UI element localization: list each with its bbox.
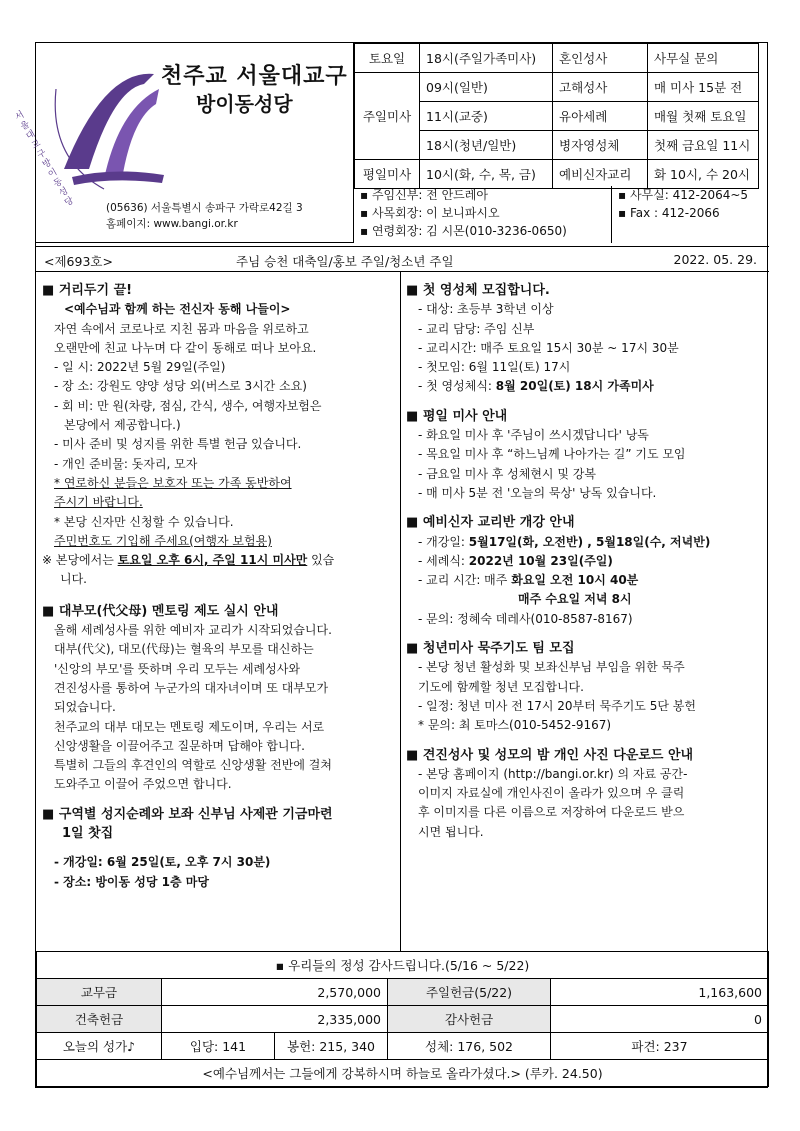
- text-line: 매주 수요일 저녁 8시: [518, 592, 632, 607]
- table-cell: 1,163,600: [551, 979, 769, 1006]
- schedule-cell: 고해성사: [553, 73, 648, 102]
- schedule-cell: 유아세례: [553, 102, 648, 131]
- hymn-entry: 성체: 176, 502: [388, 1033, 551, 1060]
- left-column: [42, 275, 394, 892]
- note-line: 주시기 바랍니다.: [54, 495, 143, 510]
- table-row: [37, 979, 769, 1006]
- text-line: [418, 377, 764, 396]
- section-title: ■ 대부모(代父母) 멘토링 제도 실시 안내: [42, 602, 394, 621]
- hymn-entry: 봉헌: 215, 340: [275, 1033, 388, 1060]
- catechumen-details: [406, 533, 764, 629]
- schedule-cell: 18시(청년/일반): [420, 131, 553, 160]
- staff-line: ▪ 사목회장: 이 보니파시오: [360, 204, 567, 222]
- issue-title: 주님 승천 대축일/홍보 주일/청소년 주일: [236, 254, 454, 269]
- hymn-label: 오늘의 성가♪: [37, 1033, 162, 1060]
- text-line: 대부(代父), 대모(代母)는 혈육의 부모를 대신하는: [54, 642, 314, 657]
- mass-schedule-table: [354, 43, 759, 189]
- text-span: 있습: [307, 553, 335, 568]
- section-title: ■ 구역별 성지순례와 보좌 신부님 사제관 기금마련: [42, 805, 394, 824]
- text-line: 견진성사를 통하여 누군가의 대자녀이며 또 대부모가: [54, 680, 329, 695]
- schedule-cell: 11시(교중): [420, 102, 553, 131]
- note-line: * 연로하신 분들은 보호자 또는 가족 동반하여: [54, 475, 292, 490]
- text-span: - 세례식:: [418, 553, 469, 568]
- schedule-cell: 화 10시, 수 20시: [648, 160, 759, 189]
- hymn-entry: 파견: 237: [551, 1033, 769, 1060]
- text-span: 2022년 10월 23일(주일): [468, 553, 613, 568]
- text-span: - 개강일:: [418, 534, 469, 549]
- table-cell: 2,335,000: [162, 1006, 388, 1033]
- table-row: [355, 44, 759, 73]
- table-cell: 건축헌금: [37, 1006, 162, 1033]
- staff-line: ▪ 연령회장: 김 시몬(010-3236-0650): [360, 222, 567, 240]
- right-column: [406, 275, 764, 842]
- text-line: - 본당 청년 활성화 및 보좌신부님 부임을 위한 묵주: [418, 660, 685, 675]
- table-row: [355, 160, 759, 189]
- text-line: '신앙의 부모'를 뜻하며 우리 모두는 세례성사와: [54, 661, 300, 676]
- text-span: 화요일 오전 10시 40분: [511, 573, 639, 588]
- first-communion-details: [406, 300, 764, 396]
- text-line: [418, 571, 764, 590]
- mass-note: [42, 551, 394, 570]
- text-line: - 첫모임: 6월 11일(토) 17시: [418, 360, 571, 375]
- text-line: - 회 비: 만 원(차량, 점심, 간식, 생수, 여행자보험은: [54, 398, 322, 413]
- text-line: [418, 552, 764, 571]
- offering-section: [36, 951, 769, 1087]
- schedule-cell: 매월 첫째 토요일: [648, 102, 759, 131]
- schedule-cell: 사무실 문의: [648, 44, 759, 73]
- note-line: 주민번호도 기입해 주세요(여행자 보험용): [54, 533, 272, 548]
- text-span: 8월 20일(토) 18시 가족미사: [495, 379, 654, 394]
- text-line: 천주교의 대부 대모는 멘토링 제도이며, 우리는 서로: [54, 719, 325, 734]
- text-span: ※ 본당에서는: [42, 553, 118, 568]
- text-line: - 목요일 미사 후 “하느님께 나아가는 길” 기도 모임: [418, 447, 686, 462]
- text-line: - 미사 준비 및 성지를 위한 특별 헌금 있습니다.: [54, 437, 302, 452]
- text-span: - 교리 시간: 매주: [418, 573, 512, 588]
- table-row: [37, 1060, 769, 1087]
- text-line: 본당에서 제공합니다.): [64, 418, 181, 433]
- text-line: 신앙생활을 이끌어주고 질문하며 답해야 합니다.: [54, 738, 305, 753]
- text-span: - 첫 영성체식:: [418, 379, 496, 394]
- text-line: 올해 세례성사를 위한 예비자 교리가 시작되었습니다.: [54, 623, 332, 638]
- text-line: - 장 소: 강원도 양양 성당 외(버스로 3시간 소요): [54, 379, 307, 394]
- office-info: [618, 186, 748, 222]
- address: (05636) 서울특별시 송파구 가락로42길 3: [106, 202, 303, 214]
- issue-banner: [36, 246, 769, 272]
- text-line: - 본당 홈페이지 (http://bangi.or.kr) 의 자료 공간-: [418, 766, 688, 781]
- schedule-cell: 첫째 금요일 11시: [648, 131, 759, 160]
- table-cell: 2,570,000: [162, 979, 388, 1006]
- schedule-cell: 평일미사: [355, 160, 420, 189]
- text-line: 니다.: [60, 572, 87, 587]
- table-cell: 주일헌금(5/22): [388, 979, 551, 1006]
- staff-line: ▪ 주임신부: 전 안드레아: [360, 186, 567, 204]
- section-title: ■ 평일 미사 안내: [406, 407, 764, 426]
- section-title: ■ 첫 영성체 모집합니다.: [406, 281, 764, 300]
- text-line: - 금요일 미사 후 성체현시 및 강복: [418, 466, 596, 481]
- text-line: - 매 미사 5분 전 '오늘의 묵상' 낭독 있습니다.: [418, 485, 657, 500]
- text-line: 기도에 함께할 청년 모집합니다.: [418, 679, 584, 694]
- homepage: 홈페이지: www.bangi.or.kr: [106, 218, 238, 230]
- text-line: - 문의: 정혜숙 데레사(010-8587-8167): [418, 611, 633, 626]
- church-name: 방이동성당: [196, 92, 293, 116]
- table-cell: 0: [551, 1006, 769, 1033]
- text-line: 되었습니다.: [54, 700, 116, 715]
- cafe-details: [42, 853, 394, 892]
- schedule-cell: 09시(일반): [420, 73, 553, 102]
- text-line: - 개인 준비물: 돗자리, 모자: [54, 456, 198, 471]
- header-logo-area: [13, 43, 354, 243]
- text-line: - 교리시간: 매주 토요일 15시 30분 ~ 17시 30분: [418, 340, 679, 355]
- text-line: - 장소: 방이동 성당 1층 마당: [54, 874, 209, 889]
- text-line: 도와주고 이끌어 주었으면 합니다.: [54, 777, 232, 792]
- offering-table: [36, 951, 769, 1087]
- office-line: ▪ Fax : 412-2066: [618, 204, 748, 222]
- text-line: - 일 시: 2022년 5월 29일(주일): [54, 360, 226, 375]
- text-span: 5월17일(화, 오전반) , 5월18일(수, 저녁반): [468, 534, 711, 549]
- text-line: 특별히 그들의 후견인의 역할로 신앙생활 전반에 걸쳐: [54, 758, 332, 773]
- address-block: [106, 200, 303, 232]
- weekday-mass-details: [406, 426, 764, 503]
- text-span: 토요일 오후 6시, 주일 11시 미사만: [117, 553, 308, 568]
- schedule-cell: 병자영성체: [553, 131, 648, 160]
- offering-title: ▪ 우리들의 정성 감사드립니다.(5/16 ~ 5/22): [37, 952, 769, 979]
- schedule-cell: 18시(주일가족미사): [420, 44, 553, 73]
- text-line: - 일정: 청년 미사 전 17시 20부터 묵주기도 5단 봉헌: [418, 698, 696, 713]
- note-line: * 본당 신자만 신청할 수 있습니다.: [54, 514, 234, 529]
- hymn-entry: 입당: 141: [162, 1033, 275, 1060]
- table-row: [355, 73, 759, 102]
- schedule-cell: 매 미사 15분 전: [648, 73, 759, 102]
- section-title: ■ 청년미사 묵주기도 팀 모집: [406, 639, 764, 658]
- table-row: [37, 952, 769, 979]
- text-line: - 화요일 미사 후 '주님이 쓰시겠답니다' 낭독: [418, 428, 649, 443]
- scripture-quote: <예수님께서는 그들에게 강복하시며 하늘로 올라가셨다.> (루카. 24.50): [37, 1060, 769, 1087]
- issue-number: <제693호>: [44, 254, 113, 269]
- staff-info: [360, 186, 567, 240]
- logo-ring-text: 서울대교구 방이동 성당: [13, 110, 76, 209]
- text-line: - 대상: 초등부 3학년 이상: [418, 302, 554, 317]
- issue-date: 2022. 05. 29.: [673, 252, 757, 267]
- schedule-cell: 10시(화, 수, 목, 금): [420, 160, 553, 189]
- section-title: ■ 견진성사 및 성모의 밤 개인 사진 다운로드 안내: [406, 746, 764, 765]
- text-line: * 문의: 최 토마스(010-5452-9167): [418, 718, 612, 733]
- schedule-cell: 예비신자교리: [553, 160, 648, 189]
- text-line: - 교리 담당: 주임 신부: [418, 321, 535, 336]
- text-line: 오랜만에 친교 나누며 다 같이 동해로 떠나 보아요.: [54, 340, 317, 355]
- text-line: - 개강일: 6월 25일(토, 오후 7시 30분): [54, 855, 271, 870]
- photo-download-details: [406, 765, 764, 842]
- table-cell: 감사헌금: [388, 1006, 551, 1033]
- text-line: 후 이미지를 다른 이름으로 저장하여 다운로드 받으: [418, 805, 685, 820]
- text-line: [418, 533, 764, 552]
- bulletin-page: [13, 42, 768, 1088]
- schedule-cell: 토요일: [355, 44, 420, 73]
- office-line: ▪ 사무실: 412-2064~5: [618, 186, 748, 204]
- text-line: 이미지 자료실에 개인사진이 올라가 있으며 우 클릭: [418, 786, 685, 801]
- table-cell: 교무금: [37, 979, 162, 1006]
- section-title: ■ 예비신자 교리반 개강 안내: [406, 513, 764, 532]
- mentoring-details: [42, 621, 394, 795]
- schedule-cell: 주일미사: [355, 73, 420, 160]
- text-line: 시면 됩니다.: [418, 824, 484, 839]
- schedule-cell: 혼인성사: [553, 44, 648, 73]
- table-row: [37, 1033, 769, 1060]
- church-title: 천주교 서울대교구: [161, 64, 348, 89]
- section-title: ■ 거리두기 끝!: [42, 281, 394, 300]
- youth-rosary-details: [406, 658, 764, 735]
- table-row: [37, 1006, 769, 1033]
- section-title-cont: 1일 찻집: [62, 826, 114, 842]
- section-subtitle: <예수님과 함께 하는 전신자 동해 나들이>: [64, 302, 291, 317]
- text-line: 자연 속에서 코로나로 지친 몸과 마음을 위로하고: [54, 321, 309, 336]
- outing-details: [42, 320, 394, 552]
